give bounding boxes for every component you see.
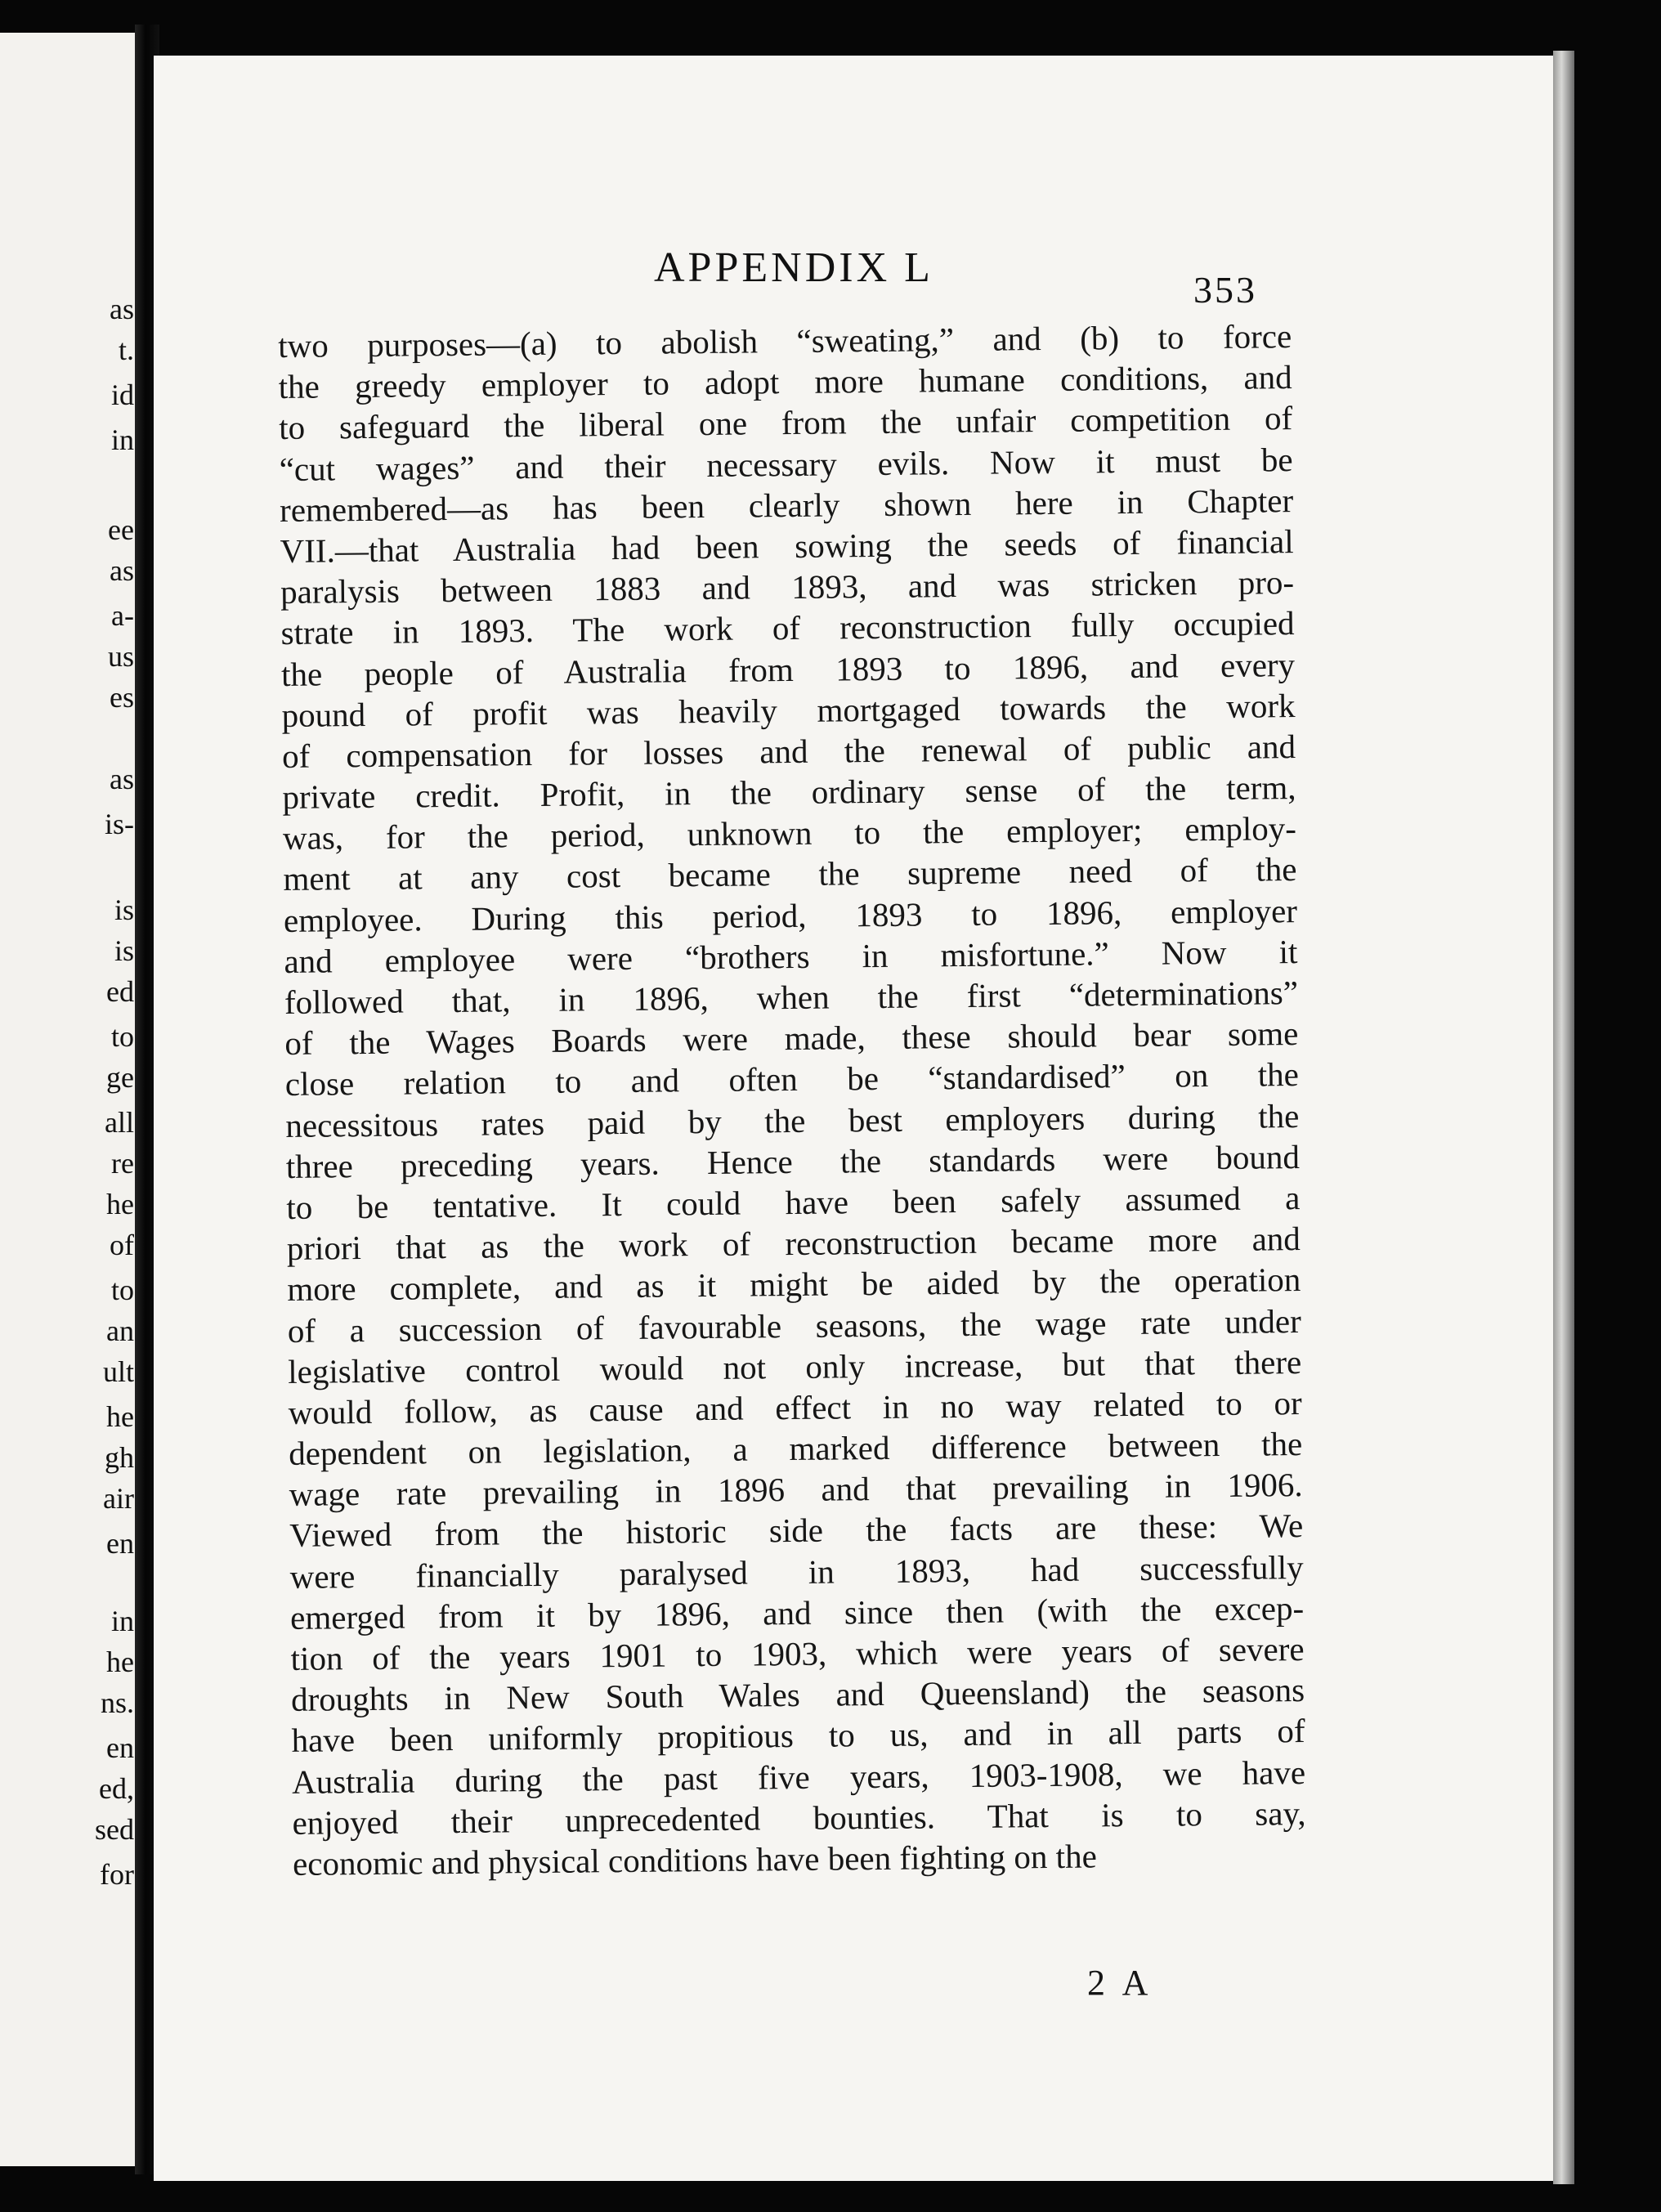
previous-page-fragment: he bbox=[106, 1400, 134, 1433]
text-line: wage rate prevailing in 1896 and that prevailing in 1906. bbox=[289, 1466, 1303, 1514]
text-line: employee. During this period, 1893 to 1896, employer bbox=[283, 891, 1298, 939]
previous-page-fragment: he bbox=[106, 1188, 134, 1220]
previous-page-fragment: re bbox=[111, 1147, 134, 1180]
previous-page-fragment: in bbox=[110, 1605, 134, 1637]
text-line: VII.—that Australia had been sowing the seeds of financial bbox=[280, 522, 1294, 570]
previous-page-fragment: all bbox=[105, 1106, 134, 1139]
text-line: have been uniformly propitious to us, and in all parts of bbox=[291, 1712, 1305, 1760]
previous-page-fragment: as bbox=[110, 293, 134, 325]
text-line: economic and physical conditions have been fighting on the bbox=[292, 1837, 1097, 1883]
previous-page-edge bbox=[0, 33, 141, 2166]
text-line: Australia during the past five years, 1903-1908, we have bbox=[291, 1753, 1306, 1801]
previous-page-fragment: ed, bbox=[99, 1772, 134, 1805]
text-line: emerged from it by 1896, and since then (with the excep- bbox=[289, 1588, 1305, 1637]
previous-page-fragment: es bbox=[110, 681, 134, 714]
previous-page-fragment: in bbox=[110, 423, 134, 456]
previous-page-fragment: to bbox=[110, 1020, 134, 1053]
body-text bbox=[278, 316, 1306, 1884]
text-line: enjoyed their unprecedented bounties. That is to say, bbox=[292, 1793, 1306, 1842]
text-line: remembered—as has been clearly shown here in Chapter bbox=[279, 481, 1294, 529]
text-line: three preceding years. Hence the standards were bound bbox=[285, 1137, 1301, 1185]
previous-page-fragment: as bbox=[110, 763, 134, 795]
previous-page-fragment: sed bbox=[95, 1813, 134, 1846]
text-line: of compensation for losses and the renewal of public and bbox=[281, 727, 1296, 775]
previous-page-fragment: ge bbox=[106, 1061, 134, 1094]
previous-page-fragment: t. bbox=[118, 334, 134, 366]
previous-page-fragment: an bbox=[106, 1314, 134, 1347]
text-line: legislative control would not only increase, but that there bbox=[288, 1342, 1302, 1390]
text-line: “cut wages” and their necessary evils. Now it must be bbox=[279, 440, 1293, 488]
previous-page-fragment: is bbox=[114, 893, 134, 926]
previous-page-fragment: of bbox=[110, 1229, 134, 1261]
text-line: would follow, as cause and effect in no way related to or bbox=[288, 1383, 1302, 1431]
text-line: paralysis between 1883 and 1893, and was stricken pro- bbox=[280, 563, 1295, 611]
text-line: the people of Australia from 1893 to 1896, and every bbox=[280, 645, 1296, 693]
text-line: the greedy employer to adopt more humane conditions, and bbox=[278, 358, 1292, 406]
signature-mark: 2 A bbox=[1087, 1963, 1153, 2003]
previous-page-fragment: ns. bbox=[100, 1686, 134, 1719]
text-line: necessitous rates paid by the best employers during the bbox=[285, 1096, 1300, 1144]
previous-page-fragment: a- bbox=[111, 599, 134, 632]
page-number: 353 bbox=[1193, 269, 1257, 311]
text-line: to be tentative. It could have been safely assumed a bbox=[286, 1178, 1301, 1226]
text-line: pound of profit was heavily mortgaged towards the work bbox=[281, 686, 1296, 734]
text-line: two purposes—(a) to abolish “sweating,” and (b) to force bbox=[278, 317, 1292, 365]
previous-page-fragment: air bbox=[103, 1482, 134, 1515]
previous-page-fragment: ult bbox=[102, 1355, 134, 1388]
previous-page-fragment: for bbox=[100, 1858, 134, 1891]
previous-page-fragment: to bbox=[110, 1274, 134, 1306]
text-line: ment at any cost became the supreme need of the bbox=[283, 850, 1297, 898]
previous-page-fragment: as bbox=[110, 554, 134, 587]
previous-page-fragment: ed bbox=[106, 975, 134, 1008]
page-fore-edge bbox=[1553, 51, 1574, 2184]
previous-page-fragment: en bbox=[106, 1527, 134, 1560]
previous-page-fragment: he bbox=[106, 1646, 134, 1678]
running-head-title: APPENDIX L bbox=[654, 244, 933, 291]
text-line: followed that, in 1896, when the first “determinations” bbox=[284, 974, 1299, 1021]
previous-page-fragment: id bbox=[110, 378, 134, 411]
text-line: strate in 1893. The work of reconstruction fully occupied bbox=[280, 604, 1295, 652]
previous-page-fragment: ee bbox=[108, 513, 134, 546]
text-line: Viewed from the historic side the facts are these: We bbox=[289, 1507, 1304, 1555]
text-line: dependent on legislation, a marked difference between the bbox=[289, 1425, 1303, 1472]
text-line: tion of the years 1901 to 1903, which were years of severe bbox=[290, 1630, 1305, 1677]
previous-page-fragment: is bbox=[114, 934, 134, 967]
previous-page-fragment: en bbox=[106, 1731, 134, 1764]
previous-page-fragment: us bbox=[107, 640, 134, 673]
text-line: private credit. Profit, in the ordinary sense of the term, bbox=[282, 768, 1296, 817]
text-line: was, for the period, unknown to the employer; employ- bbox=[282, 809, 1297, 857]
text-line: were financially paralysed in 1893, had successfully bbox=[289, 1547, 1304, 1596]
text-line: and employee were “brothers in misfortune.” Now it bbox=[284, 932, 1298, 980]
text-line: close relation to and often be “standardised” on the bbox=[284, 1055, 1300, 1104]
text-line: droughts in New South Wales and Queensland) the seasons bbox=[290, 1671, 1305, 1719]
previous-page-fragment: is- bbox=[105, 808, 134, 840]
text-line: of the Wages Boards were made, these should bear some bbox=[284, 1014, 1299, 1063]
text-line: of a succession of favourable seasons, the wage rate under bbox=[287, 1301, 1301, 1350]
previous-page-fragment: gh bbox=[105, 1441, 134, 1474]
text-line: to safeguard the liberal one from the unfair competition of bbox=[278, 399, 1293, 447]
text-line: priori that as the work of reconstruction became more and bbox=[286, 1220, 1301, 1268]
text-line: more complete, and as it might be aided by the operation bbox=[287, 1260, 1301, 1309]
